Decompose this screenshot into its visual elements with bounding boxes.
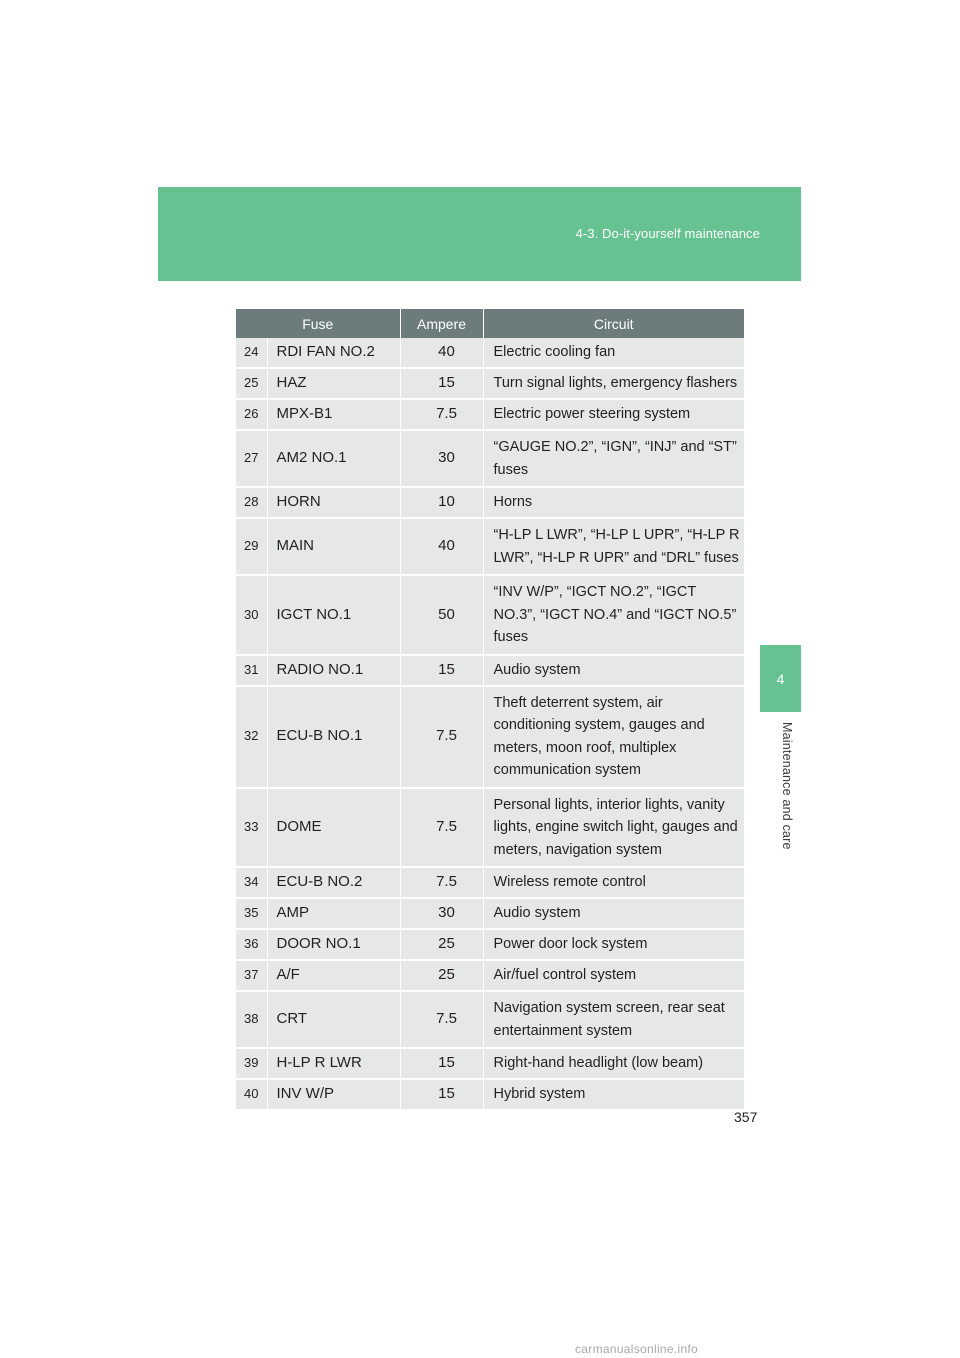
fuse-number: 24 (236, 338, 267, 368)
fuse-name: INV W/P (267, 1079, 400, 1110)
table-row (236, 867, 744, 898)
fuse-circuit: Navigation system screen, rear seat entertainment system (483, 991, 744, 1048)
fuse-circuit: Power door lock system (483, 929, 744, 960)
fuse-number: 32 (236, 686, 267, 788)
fuse-number: 26 (236, 399, 267, 430)
fuse-name: AMP (267, 898, 400, 929)
fuse-circuit: Electric cooling fan (483, 338, 744, 368)
fuse-ampere: 30 (400, 430, 483, 487)
fuse-circuit: Audio system (483, 655, 744, 686)
table-row (236, 338, 744, 368)
table-row (236, 399, 744, 430)
fuse-number: 39 (236, 1048, 267, 1079)
fuse-number: 29 (236, 518, 267, 575)
fuse-name: MPX-B1 (267, 399, 400, 430)
fuse-name: AM2 NO.1 (267, 430, 400, 487)
table-row (236, 487, 744, 518)
fuse-number: 36 (236, 929, 267, 960)
table-row (236, 898, 744, 929)
table-row (236, 686, 744, 788)
fuse-ampere: 7.5 (400, 399, 483, 430)
table-row (236, 655, 744, 686)
fuse-circuit: Air/fuel control system (483, 960, 744, 991)
fuse-circuit: Theft deterrent system, air conditioning system, gauges and meters, moon roof, multiplex communication system (483, 686, 744, 788)
fuse-name: RDI FAN NO.2 (267, 338, 400, 368)
table-row (236, 788, 744, 868)
fuse-circuit: Right-hand headlight (low beam) (483, 1048, 744, 1079)
fuse-ampere: 7.5 (400, 867, 483, 898)
column-header-circuit: Circuit (483, 309, 744, 338)
chapter-label: Maintenance and care (780, 722, 794, 850)
table-row (236, 1048, 744, 1079)
fuse-ampere: 15 (400, 368, 483, 399)
fuse-ampere: 7.5 (400, 788, 483, 868)
fuse-ampere: 25 (400, 929, 483, 960)
fuse-number: 27 (236, 430, 267, 487)
fuse-circuit: Wireless remote control (483, 867, 744, 898)
column-header-fuse: Fuse (236, 309, 400, 338)
fuse-name: A/F (267, 960, 400, 991)
fuse-number: 38 (236, 991, 267, 1048)
table-row (236, 430, 744, 487)
fuse-circuit: Audio system (483, 898, 744, 929)
fuse-number: 35 (236, 898, 267, 929)
fuse-ampere: 25 (400, 960, 483, 991)
fuse-circuit: Personal lights, interior lights, vanity lights, engine switch light, gauges and meters, navigation system (483, 788, 744, 868)
fuse-name: IGCT NO.1 (267, 575, 400, 655)
fuse-ampere: 40 (400, 338, 483, 368)
fuse-ampere: 15 (400, 1079, 483, 1110)
fuse-name: H-LP R LWR (267, 1048, 400, 1079)
fuse-name: CRT (267, 991, 400, 1048)
fuse-ampere: 10 (400, 487, 483, 518)
fuse-ampere: 7.5 (400, 991, 483, 1048)
fuse-ampere: 30 (400, 898, 483, 929)
fuse-number: 31 (236, 655, 267, 686)
table-row (236, 1079, 744, 1110)
section-header-band (158, 187, 801, 281)
fuse-table (236, 309, 744, 1111)
table-row (236, 575, 744, 655)
table-row (236, 368, 744, 399)
fuse-name: DOOR NO.1 (267, 929, 400, 960)
footer-watermark[interactable]: carmanualsonline.info (575, 1342, 699, 1356)
fuse-circuit: Horns (483, 487, 744, 518)
fuse-circuit: Turn signal lights, emergency flashers (483, 368, 744, 399)
fuse-number: 40 (236, 1079, 267, 1110)
fuse-circuit: “INV W/P”, “IGCT NO.2”, “IGCT NO.3”, “IGCT NO.4” and “IGCT NO.5” fuses (483, 575, 744, 655)
table-row (236, 518, 744, 575)
table-row (236, 960, 744, 991)
fuse-name: HAZ (267, 368, 400, 399)
fuse-name: MAIN (267, 518, 400, 575)
fuse-number: 30 (236, 575, 267, 655)
section-title: 4-3. Do-it-yourself maintenance (575, 226, 760, 241)
fuse-name: RADIO NO.1 (267, 655, 400, 686)
table-row (236, 929, 744, 960)
fuse-circuit: Electric power steering system (483, 399, 744, 430)
fuse-ampere: 15 (400, 655, 483, 686)
page-number: 357 (734, 1109, 758, 1125)
fuse-name: DOME (267, 788, 400, 868)
fuse-number: 25 (236, 368, 267, 399)
fuse-ampere: 50 (400, 575, 483, 655)
table-header-row (236, 309, 744, 338)
fuse-ampere: 40 (400, 518, 483, 575)
fuse-number: 34 (236, 867, 267, 898)
fuse-ampere: 7.5 (400, 686, 483, 788)
fuse-circuit: Hybrid system (483, 1079, 744, 1110)
fuse-number: 28 (236, 487, 267, 518)
fuse-ampere: 15 (400, 1048, 483, 1079)
fuse-name: ECU-B NO.2 (267, 867, 400, 898)
column-header-ampere: Ampere (400, 309, 483, 338)
table-row (236, 991, 744, 1048)
fuse-circuit: “GAUGE NO.2”, “IGN”, “INJ” and “ST” fuses (483, 430, 744, 487)
chapter-tab: 4 (760, 645, 801, 712)
fuse-circuit: “H-LP L LWR”, “H-LP L UPR”, “H-LP R LWR”, “H-LP R UPR” and “DRL” fuses (483, 518, 744, 575)
fuse-number: 33 (236, 788, 267, 868)
fuse-name: HORN (267, 487, 400, 518)
fuse-name: ECU-B NO.1 (267, 686, 400, 788)
fuse-number: 37 (236, 960, 267, 991)
